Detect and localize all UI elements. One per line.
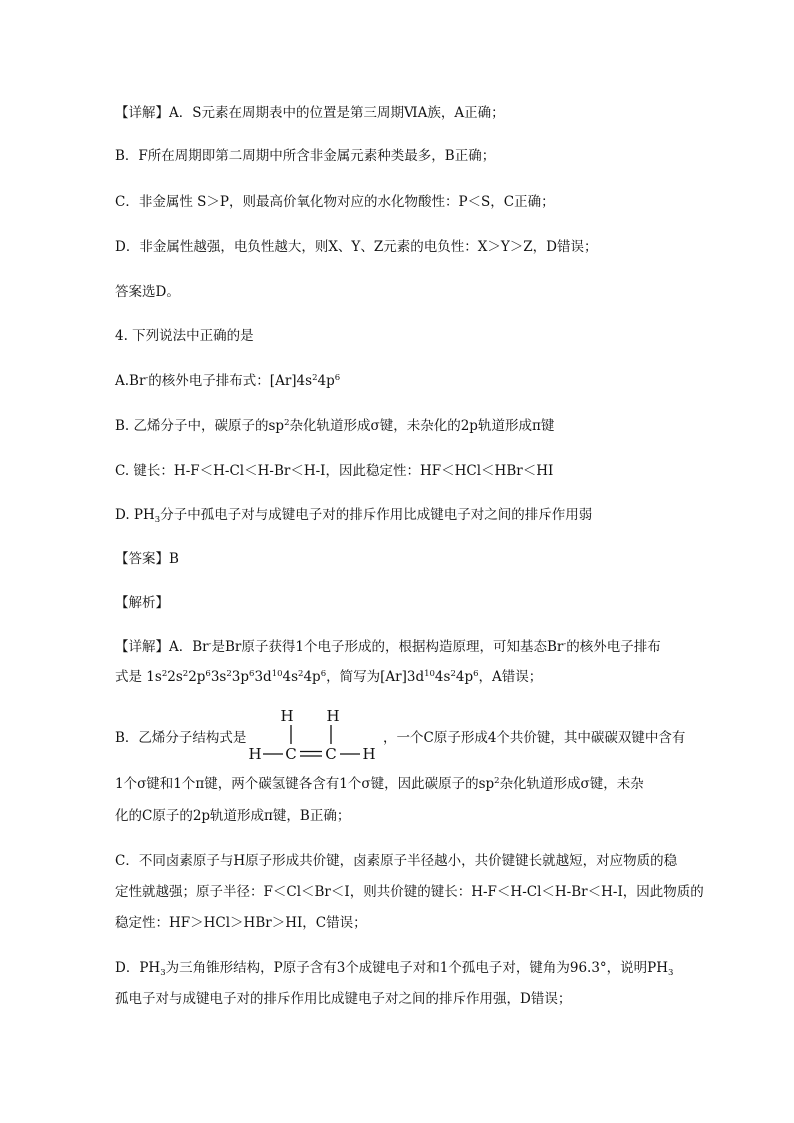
detail-d-line-1: D．$PH_3$为三角锥形结构，P原子含有3个成键电子对和1个孤电子对，键角为96.3°，说明$PH_3$ xyxy=(115,960,674,978)
detail-a-line-1: 【详解】A．Br-是Br原子获得1个电子形成的，根据构造原理，可知基态Br-的核外电子排布 xyxy=(115,639,661,655)
detail-line-d: D．非金属性越强，电负性越大，则X、Y、Z元素的电负性：X＞Y＞Z，D错误； xyxy=(115,239,598,255)
ethylene-structural-formula xyxy=(243,704,381,766)
detail-line-a: 【详解】A．S元素在周期表中的位置是第三周期ⅥA族，A正确； xyxy=(115,105,505,121)
option-c: C. 键长：H-F＜H-Cl＜H-Br＜H-I，因此稳定性：HF＜HCl＜HBr＜HI xyxy=(115,463,554,479)
detail-b-line-1-suffix: ，一个C原子形成4个共价键，其中碳碳双键中含有 xyxy=(383,730,686,746)
analysis-label: 【解析】 xyxy=(115,595,169,611)
answer-choice-line: 答案选D。 xyxy=(115,284,180,300)
detail-c-line-3: 稳定性：HF＞HCl＞HBr＞HI，C错误； xyxy=(115,915,367,931)
detail-d-line-2: 孤电子对与成键电子对的排斥作用比成键电子对之间的排斥作用强，D错误； xyxy=(115,991,572,1007)
structure-h-left: H xyxy=(248,745,262,763)
detail-line-b: B．F所在周期即第二周期中所含非金属元素种类最多，B正确； xyxy=(115,148,496,164)
answer-label: 【答案】B xyxy=(115,551,179,567)
structure-h-right: H xyxy=(362,745,376,763)
structure-c-left: C xyxy=(285,745,297,763)
detail-b-line-2: 1个σ键和1个π键，两个碳氢键各含有1个σ键，因此碳原子的$sp^2$杂化轨道形成σ键，未杂 xyxy=(115,776,644,792)
structure-c-right: C xyxy=(325,745,337,763)
detail-c-line-1: C．不同卤素原子与H原子形成共价键，卤素原子半径越小，共价键键长就越短，对应物质的稳 xyxy=(115,853,678,869)
detail-b-line-3: 化的C原子的2p轨道形成π键，B正确； xyxy=(115,808,351,824)
detail-c-line-2: 定性就越强；原子半径：F＜Cl＜Br＜I，则共价键的键长：H-F＜H-Cl＜H-Br＜H-I，因此物质的 xyxy=(115,884,704,900)
detail-line-c: C．非金属性 S＞P，则最高价氧化物对应的水化物酸性：P＜S，C正确； xyxy=(115,194,555,210)
option-d: D. $PH_3$分子中孤电子对与成键电子对的排斥作用比成键电子对之间的排斥作用弱 xyxy=(115,507,593,525)
structure-h-top-right: H xyxy=(326,707,340,725)
question-4-stem: 4. 下列说法中正确的是 xyxy=(115,328,254,344)
structure-h-top-left: H xyxy=(280,707,294,725)
option-a: A.Br-的核外电子排布式：$[Ar]4s^24p^6$ xyxy=(115,373,341,389)
option-b: B. 乙烯分子中，碳原子的$sp^2$杂化轨道形成σ键，未杂化的2p轨道形成π键 xyxy=(115,418,555,434)
detail-b-line-1-prefix: B．乙烯分子结构式是 xyxy=(115,730,247,746)
detail-a-line-2: 式是 $1s^22s^22p^63s^23p^63d^{10}4s^24p^6$，简写为$[Ar]3d^{10}4s^24p^6$，A错误； xyxy=(115,669,543,685)
